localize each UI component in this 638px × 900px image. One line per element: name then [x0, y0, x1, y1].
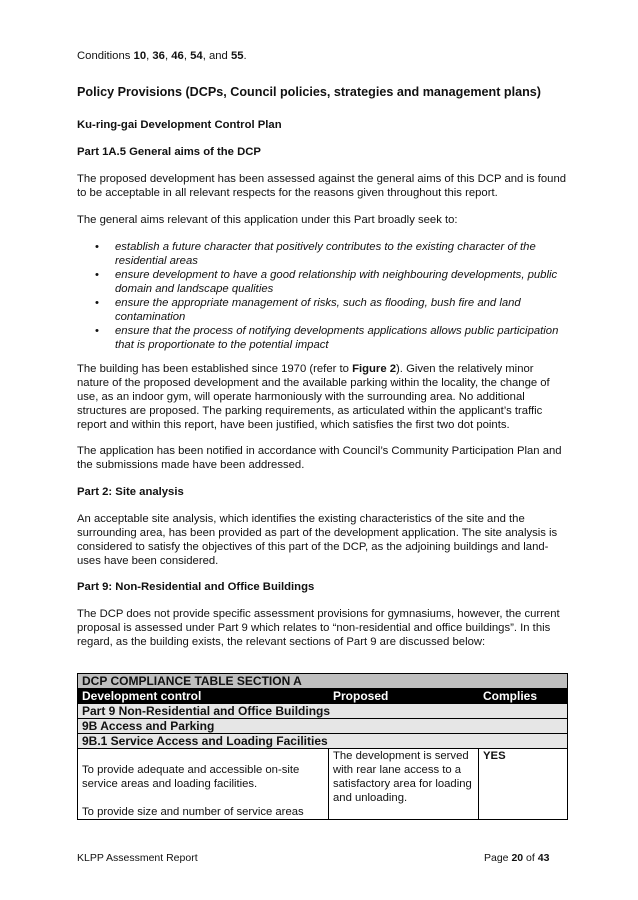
section-heading-9b: 9B Access and Parking: [78, 719, 568, 734]
building-text-end: ). Given the relatively minor nature of the proposed development and the available parking within the locality, the change of use, as an indoor gym, will operate harmoniously with the surrounding area. No additional structures are proposed. The parking requirements, as articulated within the applicant’s traffic report and within this report, have been justified, which satisfies the first two dot points.: [77, 363, 550, 431]
conditions-separator: ,: [183, 50, 191, 62]
proposed-cell: The development is served with rear lane access to a satisfactory area for loading and unloading.: [329, 749, 479, 820]
part9-heading: Part 9: Non-Residential and Office Buildings: [77, 581, 315, 593]
bullet-icon: •: [95, 297, 99, 309]
part1-paragraph-notification: The application has been notified in accordance with Council’s Community Participation Plan and the submissions made have been addressed.: [77, 445, 562, 471]
aim-text: ensure the appropriate management of risks, such as flooding, bush fire and land contamination: [115, 297, 521, 323]
aim-text: establish a future character that positively contributes to the existing character of the residential areas: [115, 241, 536, 267]
control-requirement: To provide size and number of service areas: [82, 806, 304, 818]
aims-list-item: [77, 324, 567, 352]
figure-reference: Figure 2: [352, 363, 397, 375]
conditions-prefix: Conditions: [77, 50, 134, 62]
table-header-row: [78, 689, 568, 704]
condition-number: 36: [152, 50, 165, 62]
table-title-row: [78, 674, 568, 689]
building-text-start: The building has been established since 1970 (refer to: [77, 363, 353, 375]
table-title: DCP COMPLIANCE TABLE SECTION A: [78, 674, 568, 689]
column-header-proposed: Proposed: [329, 689, 479, 704]
control-objective: To provide adequate and accessible on-site service areas and loading facilities.: [82, 764, 300, 790]
aims-list-item: [77, 240, 567, 268]
dcp-compliance-table: [77, 673, 568, 820]
dcp-heading: Ku-ring-gai Development Control Plan: [77, 119, 282, 131]
column-header-control: Development control: [78, 689, 329, 704]
section-heading-part9: Part 9 Non-Residential and Office Buildings: [78, 704, 568, 719]
part1-heading: Part 1A.5 General aims of the DCP: [77, 146, 261, 158]
table-section-row: [78, 719, 568, 734]
bullet-icon: •: [95, 241, 99, 253]
table-section-row: [78, 704, 568, 719]
aim-text: ensure that the process of notifying developments applications allows public participation that is proportionate to the potential impact: [115, 325, 559, 351]
bullet-icon: •: [95, 325, 99, 337]
condition-number: 55: [230, 50, 244, 62]
conditions-separator: , and: [202, 50, 231, 62]
footer-report-title: KLPP Assessment Report: [77, 852, 198, 864]
current-page: 20: [511, 852, 524, 864]
table-row: [78, 749, 568, 820]
part9-paragraph: The DCP does not provide specific assessment provisions for gymnasiums, however, the current proposal is assessed under Part 9 which relates to “non-residential and office buildings”. In this regard, as the building exists, the relevant sections of Part 9 are discussed below:: [77, 608, 560, 648]
conditions-line: [77, 49, 567, 63]
part2-paragraph: An acceptable site analysis, which identifies the existing characteristics of the site and the surrounding area, has been provided as part of the development application. The site analysis is considered to satisfy the objectives of this part of the DCP, as the adjoining buildings and land-uses have been considered.: [77, 513, 558, 567]
part1-paragraph-aims-intro: The general aims relevant of this application under this Part broadly seek to:: [77, 214, 458, 226]
conditions-separator: .: [243, 50, 247, 62]
aims-list-item: [77, 296, 567, 324]
aims-list-item: [77, 268, 567, 296]
condition-number: 54: [190, 50, 203, 62]
aim-text: ensure development to have a good relationship with neighbouring developments, public domain and landscape qualities: [115, 269, 558, 295]
page-separator: of: [523, 852, 538, 864]
bullet-icon: •: [95, 269, 99, 281]
section-heading-9b1: 9B.1 Service Access and Loading Facilities: [78, 734, 568, 749]
footer-page-number: [484, 851, 549, 865]
complies-cell: YES: [479, 749, 568, 820]
total-pages: 43: [537, 852, 550, 864]
control-cell: [78, 749, 329, 820]
policy-provisions-heading: Policy Provisions (DCPs, Council policies, strategies and management plans): [77, 85, 541, 99]
part1-paragraph-building: [77, 362, 567, 432]
condition-number: 10: [133, 50, 147, 62]
aims-list: [77, 240, 567, 352]
table-section-row: [78, 734, 568, 749]
part1-paragraph-assessment: The proposed development has been assessed against the general aims of this DCP and is found to be acceptable in all relevant respects for the reasons given throughout this report.: [77, 173, 567, 199]
conditions-separator: ,: [146, 50, 153, 62]
condition-number: 46: [171, 50, 184, 62]
conditions-separator: ,: [164, 50, 172, 62]
part2-heading: Part 2: Site analysis: [77, 486, 184, 498]
column-header-complies: Complies: [479, 689, 568, 704]
page-label: Page: [484, 852, 512, 864]
